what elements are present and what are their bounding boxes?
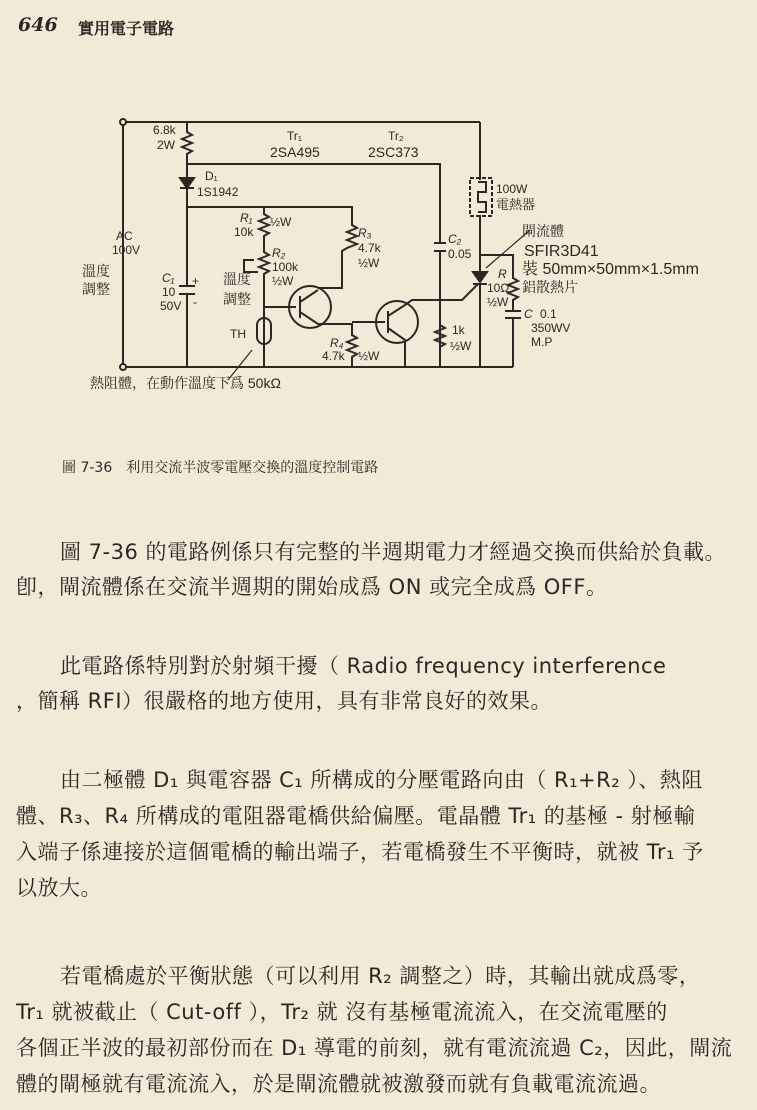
label: 10Ω bbox=[487, 281, 510, 295]
label: Tr₁ bbox=[287, 129, 302, 143]
label: R₄ bbox=[330, 336, 344, 350]
text-line: Tr₁ 就被截止（ Cut-off ），Tr₂ 就 沒有基極電流流入，在交流電壓的 bbox=[16, 1000, 668, 1024]
label: R bbox=[498, 267, 507, 281]
label: C bbox=[524, 307, 533, 321]
label: 2W bbox=[157, 138, 175, 152]
label: AC bbox=[116, 229, 133, 243]
text-line: 圖 7-36 的電路例係只有完整的半週期電力才經過交換而供給於負載。 bbox=[60, 540, 727, 564]
label: 4.7k bbox=[358, 241, 381, 255]
text-line: 體的閘極就有電流流入，於是閘流體就被激發而就有負載電流流過。 bbox=[16, 1072, 661, 1096]
label: ½W bbox=[358, 256, 380, 270]
label: M.P bbox=[531, 335, 553, 349]
label: SFIR3D41 bbox=[524, 243, 599, 260]
circuit-diagram bbox=[0, 0, 757, 450]
label: 1k bbox=[452, 323, 465, 337]
label: C₁ bbox=[162, 271, 175, 285]
label: 2SC373 bbox=[368, 144, 419, 160]
label: 100k bbox=[272, 260, 299, 274]
text-line: 入端子係連接於這個電橋的輸出端子，若電橋發生不平衡時，就被 Tr₁ 予 bbox=[16, 840, 704, 864]
label: - bbox=[193, 295, 197, 309]
label: 10 bbox=[162, 285, 176, 299]
label: ½W bbox=[487, 295, 509, 309]
text-line: 卽，閘流體係在交流半週期的開始成爲 ON 或完全成爲 OFF。 bbox=[16, 575, 608, 599]
label: 350WV bbox=[531, 321, 571, 335]
page-number: 646 bbox=[18, 14, 58, 36]
label: 1S1942 bbox=[197, 185, 239, 199]
label: R₃ bbox=[358, 226, 372, 240]
figure-caption: 圖 7-36 利用交流半波零電壓交換的溫度控制電路 bbox=[62, 460, 379, 476]
label: R₁ bbox=[240, 211, 253, 225]
label: ½W bbox=[272, 274, 294, 288]
label: ½W bbox=[450, 339, 472, 353]
label: 100V bbox=[112, 243, 141, 257]
label: R₂ bbox=[272, 246, 286, 260]
label: 2SA495 bbox=[270, 144, 320, 160]
label: 100W bbox=[496, 182, 528, 196]
label: TH bbox=[230, 327, 246, 341]
thermistor-note: 熱阻體，在動作溫度下爲 50kΩ bbox=[90, 375, 281, 391]
label: 閘流體 bbox=[522, 223, 564, 239]
label: 裝 50mm×50mm×1.5mm bbox=[522, 261, 699, 278]
label: 0.05 bbox=[448, 247, 472, 261]
text-line: 各個正半波的最初部份而在 D₁ 導電的前刻，就有電流流過 C₂，因此，閘流 bbox=[16, 1036, 733, 1060]
label: 鋁散熱片 bbox=[522, 279, 578, 295]
label: 調整 bbox=[223, 291, 251, 307]
label: 6.8k bbox=[153, 123, 176, 137]
text-line: 以放大。 bbox=[16, 876, 102, 900]
text-line: 由二極體 D₁ 與電容器 C₁ 所構成的分壓電路向由（ R₁+R₂ ）、熱阻 bbox=[60, 768, 703, 792]
label: 10k bbox=[234, 225, 254, 239]
text-line: 若電橋處於平衡狀態（可以利用 R₂ 調整之）時，其輸出就成爲零， bbox=[60, 964, 701, 988]
label: 50V bbox=[160, 299, 182, 313]
label: 電熱器 bbox=[496, 197, 536, 212]
label: 溫度 bbox=[82, 263, 110, 279]
label: 0.1 bbox=[540, 307, 557, 321]
label: + bbox=[192, 274, 200, 288]
running-header-title: 實用電子電路 bbox=[78, 19, 175, 38]
label: Tr₂ bbox=[388, 129, 404, 143]
label: 4.7k bbox=[322, 349, 345, 363]
label: 溫度 bbox=[223, 271, 251, 287]
text-line: ，簡稱 RFI）很嚴格的地方使用，具有非常良好的效果。 bbox=[16, 689, 553, 713]
label: D₁ bbox=[205, 169, 218, 183]
label: ½W bbox=[358, 349, 380, 363]
label: 調整 bbox=[82, 281, 110, 297]
label: ½W bbox=[270, 215, 292, 229]
label: C₂ bbox=[448, 232, 462, 246]
text-line: 此電路係特別對於射頻干擾（ Radio frequency interference bbox=[60, 654, 667, 678]
text-line: 體、R₃、R₄ 所構成的電阻器電橋供給偏壓。電晶體 Tr₁ 的基極 - 射極輸 bbox=[16, 804, 696, 828]
